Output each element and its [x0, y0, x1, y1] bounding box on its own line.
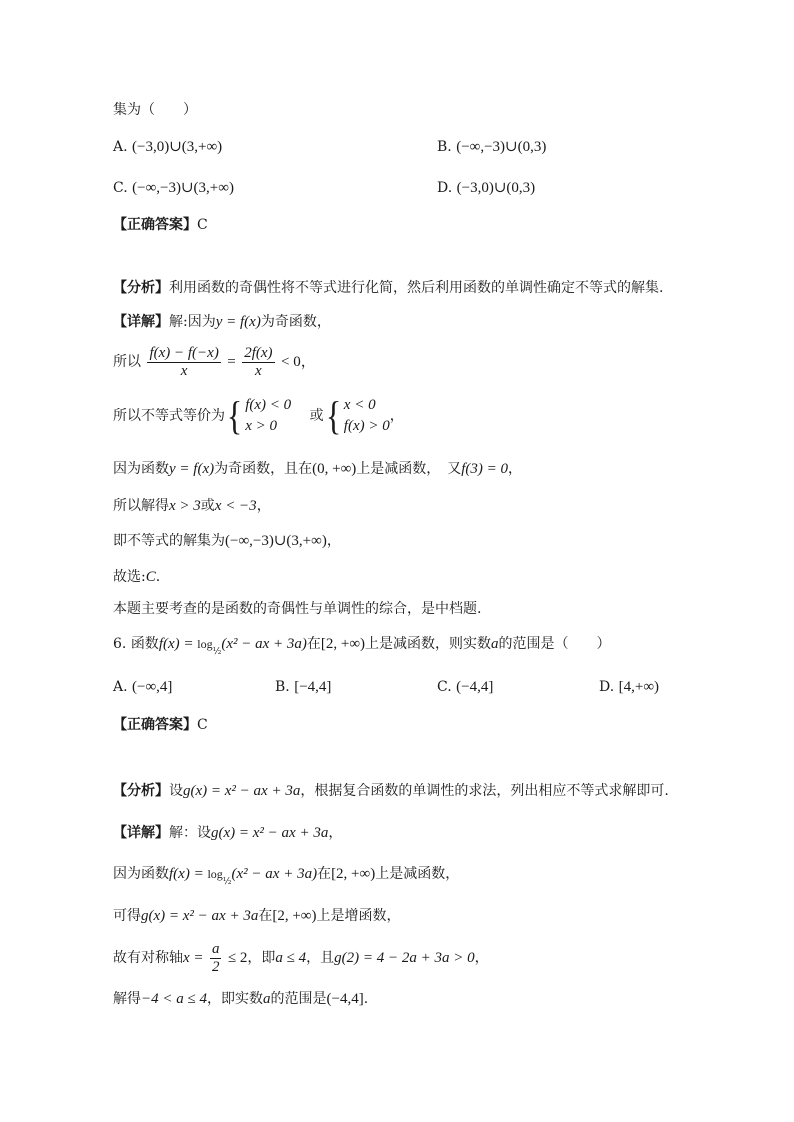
q5-detail-line-3: 所以不等式等价为{ f(x) < 0 x > 0 或{ x < 0 f(x) > 0 ， [113, 393, 404, 438]
fraction-1: $\frac{f(x) - f(-x)}{x}$ [149, 344, 219, 379]
q6-detail-line-3: 可得g(x) = x² − ax + 3a在[2, +∞)上是增函数， [113, 908, 401, 924]
q5-stem-end: 集为（ ） [113, 102, 197, 118]
q6-option-b: B. [−4,4] [275, 679, 332, 695]
q5-detail-line-1: 【详解】解:因为y = f(x)为奇函数， [113, 314, 331, 330]
q5-answer: 【正确答案】C [113, 217, 208, 233]
q5-option-d: D. (−3,0)∪(0,3) [437, 180, 536, 196]
q6-detail-line-4: 故有对称轴x = $\frac{a}{2}$ ≤ 2，即a ≤ 4，且g(2) = 4 − 2a + 3a > 0， [113, 940, 489, 975]
system-2: { x < 0 f(x) > 0 [325, 393, 390, 438]
q5-detail-line-2: 所以 $\frac{f(x) - f(-x)}{x}$ = $\frac{2f(x)}{x}$ < 0， [113, 344, 316, 379]
q5-analysis: 【分析】利用函数的奇偶性将不等式进行化简，然后利用函数的单调性确定不等式的解集. [113, 280, 664, 296]
q6-option-c: C. (−4,4] [437, 679, 494, 695]
q5-detail-line-6: 即不等式的解集为(−∞,−3)∪(3,+∞)， [113, 533, 341, 549]
q5-detail-line-7: 故选:C. [113, 569, 161, 585]
q5-option-a: A. (−3,0)∪(3,+∞) [113, 139, 223, 155]
q6-detail-line-2: 因为函数$f(x) = \log_{\frac{1}{2}}(x^2$ − ax + 3a)在[2, +∞)上是减函数， [113, 866, 460, 887]
q5-detail-line-5: 所以解得x > 3或x < −3， [113, 498, 271, 514]
q6-detail-line-1: 【详解】解：设g(x) = x² − ax + 3a， [113, 825, 343, 841]
q6-stem: 6. 函数$f(x) = \log_{\frac{1}{2}}(x^2$ − ax + 3a)在[2, +∞)上是减函数，则实数a的范围是（ ） [113, 636, 611, 657]
q5-option-b: B. (−∞,−3)∪(0,3) [437, 139, 547, 155]
q6-option-d: D. [4,+∞) [599, 679, 660, 695]
q6-detail-line-5: 解得−4 < a ≤ 4，即实数a的范围是(−4,4]. [113, 991, 369, 1007]
fraction-a-over-2: $\frac{a}{2}$ [211, 940, 220, 975]
q5-option-c: C. (−∞,−3)∪(3,+∞) [113, 180, 234, 196]
q5-detail-line-4: 因为函数y = f(x)为奇函数，且在(0, +∞)上是减函数， 又f(3) = 0， [113, 461, 523, 477]
q5-summary: 本题主要考查的是函数的奇偶性与单调性的综合，是中档题. [113, 601, 482, 617]
q6-option-a: A. (−∞,4] [113, 679, 173, 695]
system-1: { f(x) < 0 x > 0 [226, 393, 292, 438]
fraction-2: $\frac{2f(x)}{x}$ [244, 344, 273, 379]
q6-analysis: 【分析】设g(x) = x² − ax + 3a，根据复合函数的单调性的求法，列出相应不等式求解即可. [113, 783, 669, 799]
q6-answer: 【正确答案】C [113, 717, 208, 733]
